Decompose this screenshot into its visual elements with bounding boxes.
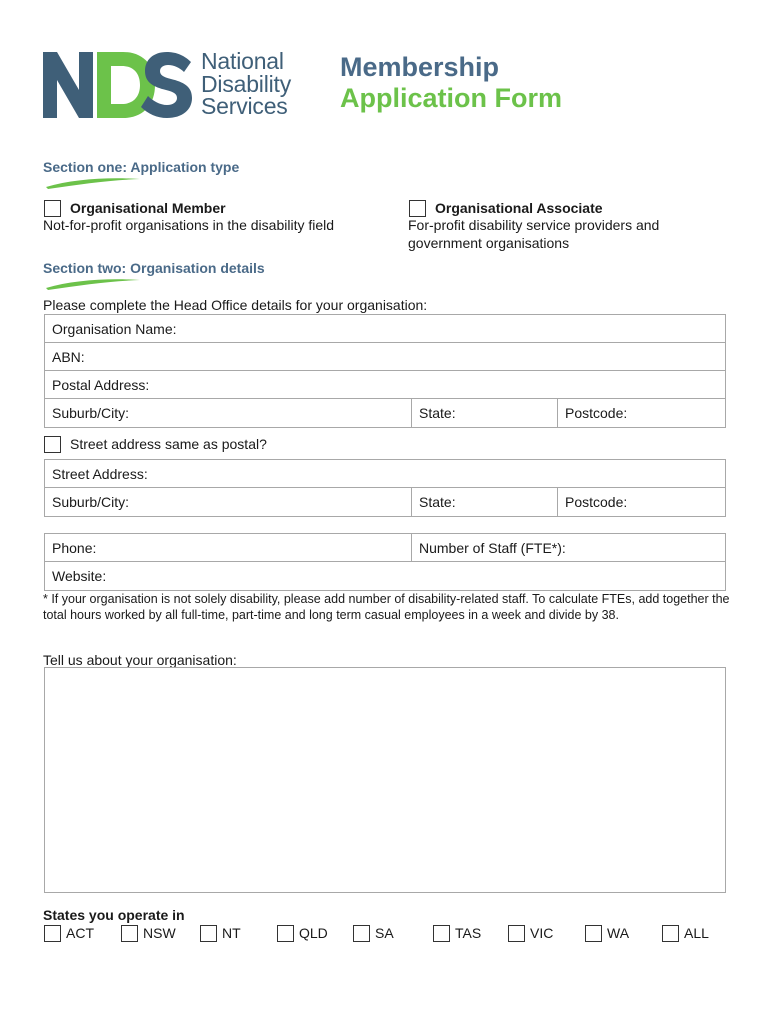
state-sa-label: SA bbox=[375, 925, 394, 941]
street-postcode-label: Postcode: bbox=[565, 494, 628, 510]
same-as-postal-label: Street address same as postal? bbox=[70, 436, 267, 452]
abn-label: ABN: bbox=[52, 349, 85, 365]
postal-details-table bbox=[44, 314, 726, 428]
state-act-checkbox[interactable] bbox=[44, 925, 61, 942]
state-vic-label: VIC bbox=[530, 925, 554, 941]
postal-postcode-field[interactable] bbox=[557, 399, 725, 427]
state-tas-label: TAS bbox=[455, 925, 482, 941]
street-suburb-label: Suburb/City: bbox=[52, 494, 130, 510]
state-nsw-label: NSW bbox=[143, 925, 176, 941]
state-all-checkbox[interactable] bbox=[662, 925, 679, 942]
state-all-label: ALL bbox=[684, 925, 709, 941]
postal-state-label: State: bbox=[419, 405, 456, 421]
street-address-row[interactable] bbox=[45, 460, 725, 488]
postal-address-label: Postal Address: bbox=[52, 377, 150, 393]
street-suburb-row bbox=[45, 488, 725, 516]
street-details-table bbox=[44, 459, 726, 517]
organisational-associate-desc-line-2: government organisations bbox=[408, 235, 570, 251]
postal-state-field[interactable] bbox=[411, 399, 557, 427]
website-label: Website: bbox=[52, 568, 107, 584]
abn-row[interactable] bbox=[45, 343, 725, 371]
state-tas-checkbox[interactable] bbox=[433, 925, 450, 942]
state-nsw-checkbox[interactable] bbox=[121, 925, 138, 942]
state-act-label: ACT bbox=[66, 925, 94, 941]
phone-field[interactable] bbox=[45, 534, 411, 562]
head-office-intro: Please complete the Head Office details for your organisation: bbox=[43, 297, 428, 313]
staff-count-field[interactable] bbox=[411, 534, 725, 562]
org-name-label: Organisation Name: bbox=[52, 321, 177, 337]
organisational-associate-desc-line-1: For-profit disability service providers and bbox=[408, 217, 660, 233]
postal-suburb-field[interactable] bbox=[45, 399, 411, 427]
street-suburb-field[interactable] bbox=[45, 488, 411, 516]
postal-suburb-row bbox=[45, 399, 725, 427]
state-vic-checkbox[interactable] bbox=[508, 925, 525, 942]
nds-logo bbox=[43, 50, 313, 122]
states-heading: States you operate in bbox=[43, 907, 185, 923]
state-sa-checkbox[interactable] bbox=[353, 925, 370, 942]
form-title bbox=[340, 52, 562, 114]
contact-details-table bbox=[44, 533, 726, 591]
staff-count-label: Number of Staff (FTE*): bbox=[419, 540, 566, 556]
street-state-field[interactable] bbox=[411, 488, 557, 516]
logo-line-3: Services bbox=[201, 93, 288, 119]
postal-postcode-label: Postcode: bbox=[565, 405, 628, 421]
logo-line-2: Disability bbox=[201, 70, 292, 97]
phone-staff-row bbox=[45, 534, 725, 562]
organisational-member-title: Organisational Member bbox=[70, 200, 226, 216]
logo-wordmark bbox=[201, 50, 291, 118]
logo-line-1: National bbox=[201, 48, 284, 74]
organisational-member-desc: Not-for-profit organisations in the disability field bbox=[43, 217, 335, 233]
fte-footnote: * If your organisation is not solely disability, please add number of disability-related staff. To calculate FTEs, add together the total hours worked by all full-time, part-time and long term casual employees in a week and divide by 38. bbox=[43, 592, 730, 622]
website-row[interactable] bbox=[45, 562, 725, 590]
organisational-associate-checkbox[interactable] bbox=[409, 200, 426, 217]
postal-address-row[interactable] bbox=[45, 371, 725, 399]
section-one-heading: Section one: Application type bbox=[43, 159, 240, 175]
state-wa-label: WA bbox=[607, 925, 630, 941]
street-postcode-field[interactable] bbox=[557, 488, 725, 516]
form-title-line-2: Application Form bbox=[340, 83, 562, 113]
phone-label: Phone: bbox=[52, 540, 97, 556]
form-title-line-1: Membership bbox=[340, 52, 500, 82]
section-two-heading: Section two: Organisation details bbox=[43, 260, 265, 276]
section-two-swoosh bbox=[43, 277, 143, 291]
section-one-swoosh bbox=[43, 176, 143, 190]
state-qld-checkbox[interactable] bbox=[277, 925, 294, 942]
org-name-row[interactable] bbox=[45, 315, 725, 343]
organisational-associate-title: Organisational Associate bbox=[435, 200, 603, 216]
tell-us-label: Tell us about your organisation: bbox=[43, 652, 237, 668]
state-qld-label: QLD bbox=[299, 925, 328, 941]
same-as-postal-checkbox[interactable] bbox=[44, 436, 61, 453]
organisational-member-checkbox[interactable] bbox=[44, 200, 61, 217]
state-nt-label: NT bbox=[222, 925, 241, 941]
state-nt-checkbox[interactable] bbox=[200, 925, 217, 942]
state-wa-checkbox[interactable] bbox=[585, 925, 602, 942]
street-address-label: Street Address: bbox=[52, 466, 148, 482]
nds-logo-mark bbox=[43, 52, 193, 118]
postal-suburb-label: Suburb/City: bbox=[52, 405, 130, 421]
street-state-label: State: bbox=[419, 494, 456, 510]
organisation-description-textarea[interactable] bbox=[44, 667, 726, 893]
